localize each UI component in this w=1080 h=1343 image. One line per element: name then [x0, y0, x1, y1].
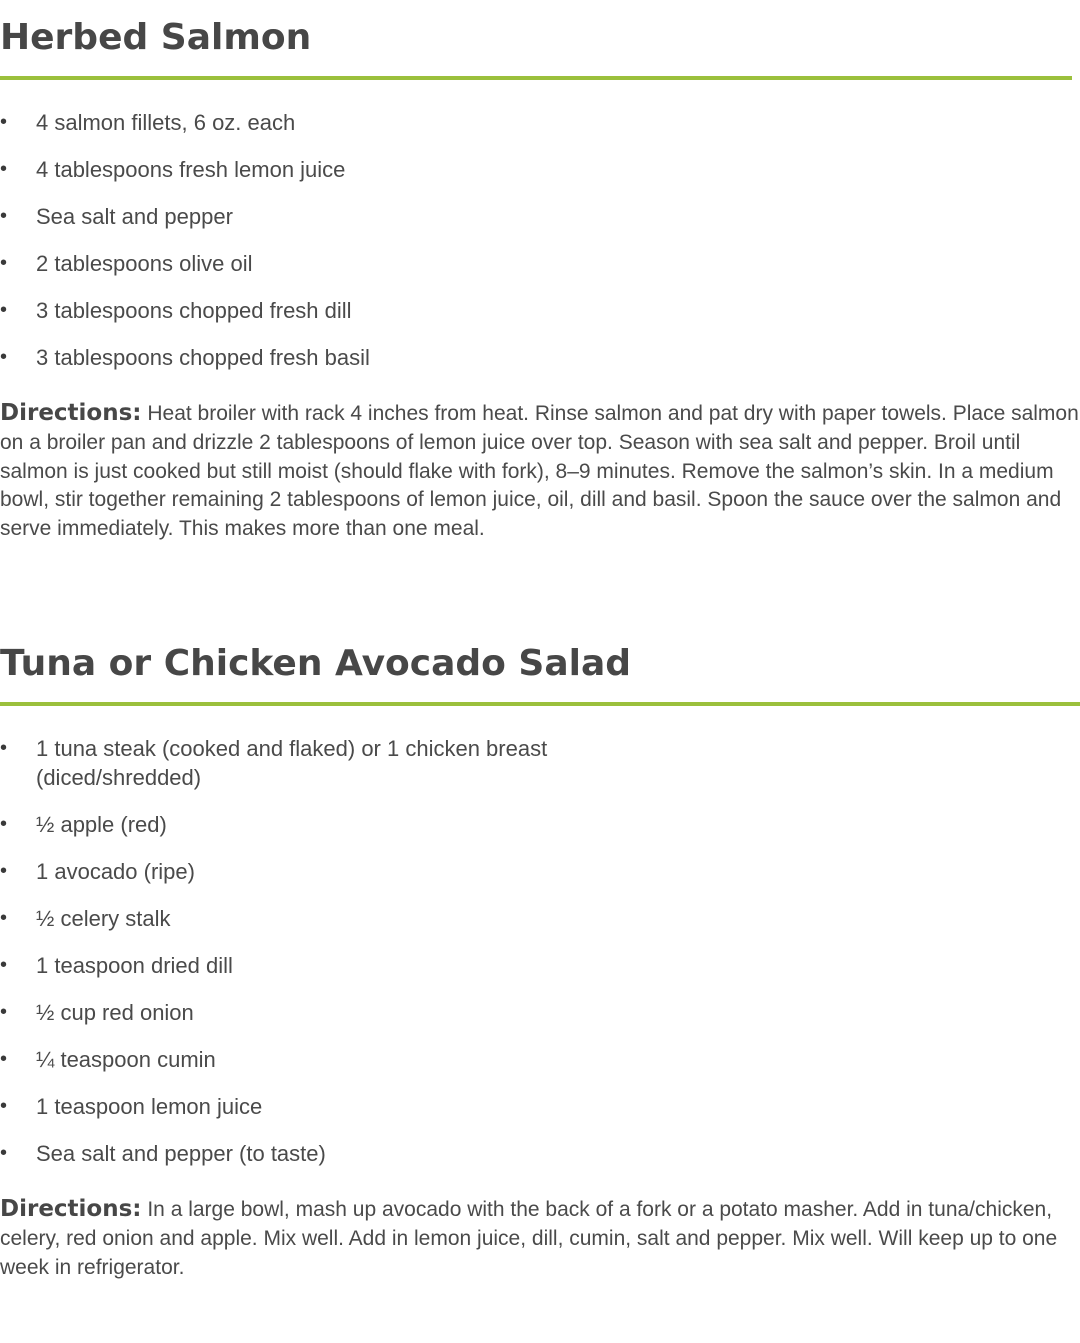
bullet-icon: •	[0, 158, 8, 180]
directions-paragraph	[0, 1195, 1080, 1282]
bullet-icon: •	[0, 813, 8, 835]
directions-paragraph	[0, 399, 1080, 544]
directions-text: In a large bowl, mash up avocado with the back of a fork or a potato masher. Add in tuna/chicken, celery, red onion and apple. Mix well. Add in lemon juice, dill, cumin, salt and pepper. Mix well. Will keep up to one week in refrigerator.	[0, 1198, 1058, 1279]
ingredient-item	[0, 1092, 1080, 1121]
bullet-icon: •	[0, 346, 8, 368]
ingredient-item	[0, 1139, 1080, 1168]
bullet-icon: •	[0, 954, 8, 976]
recipe-title: Herbed Salmon	[0, 17, 312, 58]
ingredient-text: 2 tablespoons olive oil	[36, 251, 253, 276]
ingredient-text: 4 salmon fillets, 6 oz. each	[36, 110, 296, 135]
ingredient-item	[0, 857, 1080, 886]
bullet-icon: •	[0, 1095, 8, 1117]
bullet-icon: •	[0, 860, 8, 882]
ingredient-item	[0, 734, 1080, 792]
bullet-icon: •	[0, 737, 8, 759]
bullet-icon: •	[0, 299, 8, 321]
ingredient-text: 3 tablespoons chopped fresh basil	[36, 345, 370, 370]
ingredient-list	[0, 108, 1080, 390]
ingredient-text: 1 tuna steak (cooked and flaked) or 1 chicken breast (diced/shredded)	[36, 736, 548, 790]
directions-text: Heat broiler with rack 4 inches from heat. Rinse salmon and pat dry with paper towels. Place salmon on a broiler pan and drizzle 2 tablespoons of lemon juice over top. Season with sea salt and pepper. Broil until salmon is just cooked but still moist (should flake with fork), 8–9 minutes. Remove the salmon’s skin. In a medium bowl, stir together remaining 2 tablespoons of lemon juice, oil, dill and basil. Spoon the sauce over the salmon and serve immediately. This makes more than one meal.	[0, 402, 1079, 540]
directions-label: Directions:	[0, 400, 142, 426]
ingredient-text: 1 avocado (ripe)	[36, 859, 195, 884]
ingredient-text: ½ cup red onion	[36, 1000, 194, 1025]
ingredient-item	[0, 810, 1080, 839]
bullet-icon: •	[0, 1001, 8, 1023]
ingredient-item	[0, 951, 1080, 980]
ingredient-item	[0, 155, 1080, 184]
ingredient-text: ½ apple (red)	[36, 812, 167, 837]
ingredient-item	[0, 249, 1080, 278]
ingredient-text: ½ celery stalk	[36, 906, 171, 931]
bullet-icon: •	[0, 252, 8, 274]
ingredient-text: ¼ teaspoon cumin	[36, 1047, 216, 1072]
ingredient-item	[0, 296, 1080, 325]
ingredient-text: 3 tablespoons chopped fresh dill	[36, 298, 352, 323]
bullet-icon: •	[0, 1048, 8, 1070]
ingredient-item	[0, 108, 1080, 137]
bullet-icon: •	[0, 1142, 8, 1164]
ingredient-text: 4 tablespoons fresh lemon juice	[36, 157, 346, 182]
bullet-icon: •	[0, 907, 8, 929]
ingredient-item	[0, 1045, 1080, 1074]
ingredient-list	[0, 734, 1080, 1186]
title-divider	[0, 76, 1072, 80]
ingredient-item	[0, 343, 1080, 372]
ingredient-text: 1 teaspoon dried dill	[36, 953, 233, 978]
bullet-icon: •	[0, 111, 8, 133]
ingredient-item	[0, 904, 1080, 933]
directions-label: Directions:	[0, 1196, 142, 1222]
bullet-icon: •	[0, 205, 8, 227]
title-divider	[0, 702, 1080, 706]
ingredient-text: Sea salt and pepper	[36, 204, 233, 229]
ingredient-text: 1 teaspoon lemon juice	[36, 1094, 263, 1119]
ingredient-text: Sea salt and pepper (to taste)	[36, 1141, 326, 1166]
ingredient-item	[0, 202, 1080, 231]
ingredient-item	[0, 998, 1080, 1027]
recipe-title: Tuna or Chicken Avocado Salad	[0, 643, 632, 684]
